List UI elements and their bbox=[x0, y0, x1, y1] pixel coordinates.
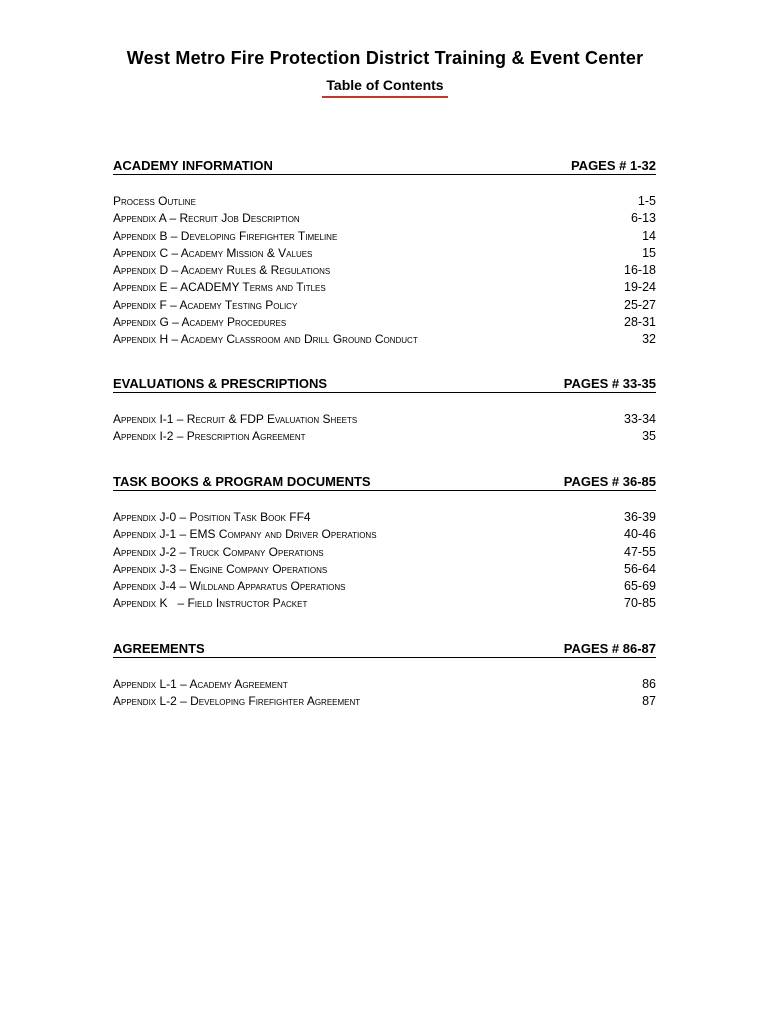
entry-label: Appendix A – Recruit Job Description bbox=[113, 211, 300, 226]
toc-entry[interactable] bbox=[113, 210, 656, 227]
section-academy-information bbox=[113, 156, 656, 349]
section-pages: PAGES # 33-35 bbox=[563, 376, 656, 391]
entry-pages: 36-39 bbox=[624, 510, 656, 524]
toc-title: Table of Contents bbox=[322, 77, 447, 98]
entry-pages: 70-85 bbox=[624, 596, 656, 611]
toc-entry[interactable] bbox=[113, 314, 656, 331]
entry-label: Appendix C – Academy Mission & Values bbox=[113, 245, 313, 260]
entry-pages: 14 bbox=[642, 228, 656, 243]
toc-entry[interactable] bbox=[113, 676, 656, 693]
entry-label: Appendix K – Field Instructor Packet bbox=[113, 596, 308, 611]
section-pages: PAGES # 1-32 bbox=[570, 158, 656, 173]
toc-entry[interactable] bbox=[113, 411, 656, 428]
entry-label: Appendix L-2 – Developing Firefighter Agreement bbox=[113, 694, 361, 709]
entry-pages: 16-18 bbox=[624, 263, 656, 278]
toc-entry[interactable] bbox=[113, 193, 656, 210]
page-title: West Metro Fire Protection District Training & Event Center bbox=[126, 48, 644, 68]
entry-label: Appendix L-1 – Academy Agreement bbox=[113, 677, 288, 691]
toc-entry[interactable] bbox=[113, 561, 656, 578]
entry-label: Appendix G – Academy Procedures bbox=[113, 315, 287, 330]
toc-entry[interactable] bbox=[113, 228, 656, 245]
entry-label: Process Outline bbox=[113, 194, 196, 208]
entry-pages: 1-5 bbox=[637, 194, 656, 208]
toc-entry[interactable] bbox=[113, 245, 656, 262]
entry-pages: 25-27 bbox=[624, 297, 656, 312]
toc-entry[interactable] bbox=[113, 262, 656, 279]
section-header bbox=[113, 374, 656, 393]
section-pages: PAGES # 36-85 bbox=[563, 474, 656, 489]
entry-pages: 40-46 bbox=[624, 527, 656, 542]
toc-entry[interactable] bbox=[113, 578, 656, 595]
section-title: TASK BOOKS & PROGRAM DOCUMENTS bbox=[113, 474, 371, 489]
section-header bbox=[113, 472, 656, 491]
entry-pages: 6-13 bbox=[630, 211, 656, 226]
toc-entry[interactable] bbox=[113, 693, 656, 710]
entry-pages: 33-34 bbox=[624, 412, 656, 426]
entry-list bbox=[113, 193, 656, 349]
toc-title-wrapper bbox=[0, 77, 770, 98]
entry-pages: 86 bbox=[642, 677, 656, 691]
entry-pages: 32 bbox=[642, 332, 656, 347]
entry-label: Appendix J-3 – Engine Company Operations bbox=[113, 561, 328, 576]
section-pages: PAGES # 86-87 bbox=[563, 641, 656, 656]
entry-label: Appendix D – Academy Rules & Regulations bbox=[113, 263, 331, 278]
entry-label: Appendix J-0 – Position Task Book FF4 bbox=[113, 510, 311, 524]
entry-pages: 15 bbox=[642, 245, 656, 260]
toc-entry[interactable] bbox=[113, 297, 656, 314]
entry-label: Appendix J-1 – EMS Company and Driver Operations bbox=[113, 527, 377, 542]
entry-pages: 65-69 bbox=[624, 579, 656, 594]
entry-label: Appendix F – Academy Testing Policy bbox=[113, 297, 298, 312]
entry-label: Appendix I-2 – Prescription Agreement bbox=[113, 429, 306, 444]
section-task-books bbox=[113, 472, 656, 613]
entry-pages: 47-55 bbox=[624, 544, 656, 559]
toc-entry[interactable] bbox=[113, 595, 656, 612]
section-header bbox=[113, 639, 656, 658]
entry-pages: 28-31 bbox=[624, 315, 656, 330]
entry-pages: 19-24 bbox=[624, 280, 656, 295]
entry-list bbox=[113, 509, 656, 613]
toc-entry[interactable] bbox=[113, 428, 656, 445]
section-evaluations-prescriptions bbox=[113, 374, 656, 446]
section-title: AGREEMENTS bbox=[113, 641, 205, 656]
entry-pages: 87 bbox=[642, 694, 656, 709]
entry-label: Appendix J-2 – Truck Company Operations bbox=[113, 544, 324, 559]
entry-label: Appendix H – Academy Classroom and Drill Ground Conduct bbox=[113, 332, 418, 347]
section-title: EVALUATIONS & PRESCRIPTIONS bbox=[113, 376, 328, 391]
entry-pages: 56-64 bbox=[624, 561, 656, 576]
entry-label: Appendix J-4 – Wildland Apparatus Operations bbox=[113, 579, 346, 594]
entry-label: Appendix I-1 – Recruit & FDP Evaluation Sheets bbox=[113, 412, 358, 426]
entry-label: Appendix E – ACADEMY Terms and Titles bbox=[113, 280, 326, 295]
toc-entry[interactable] bbox=[113, 526, 656, 543]
toc-entry[interactable] bbox=[113, 279, 656, 296]
toc-entry[interactable] bbox=[113, 509, 656, 526]
entry-list bbox=[113, 411, 656, 446]
toc-entry[interactable] bbox=[113, 331, 656, 348]
entry-list bbox=[113, 676, 656, 711]
section-agreements bbox=[113, 639, 656, 711]
section-header bbox=[113, 156, 656, 175]
entry-label: Appendix B – Developing Firefighter Timeline bbox=[113, 228, 338, 243]
toc-entry[interactable] bbox=[113, 544, 656, 561]
section-title: ACADEMY INFORMATION bbox=[113, 158, 273, 173]
entry-pages: 35 bbox=[642, 429, 656, 444]
